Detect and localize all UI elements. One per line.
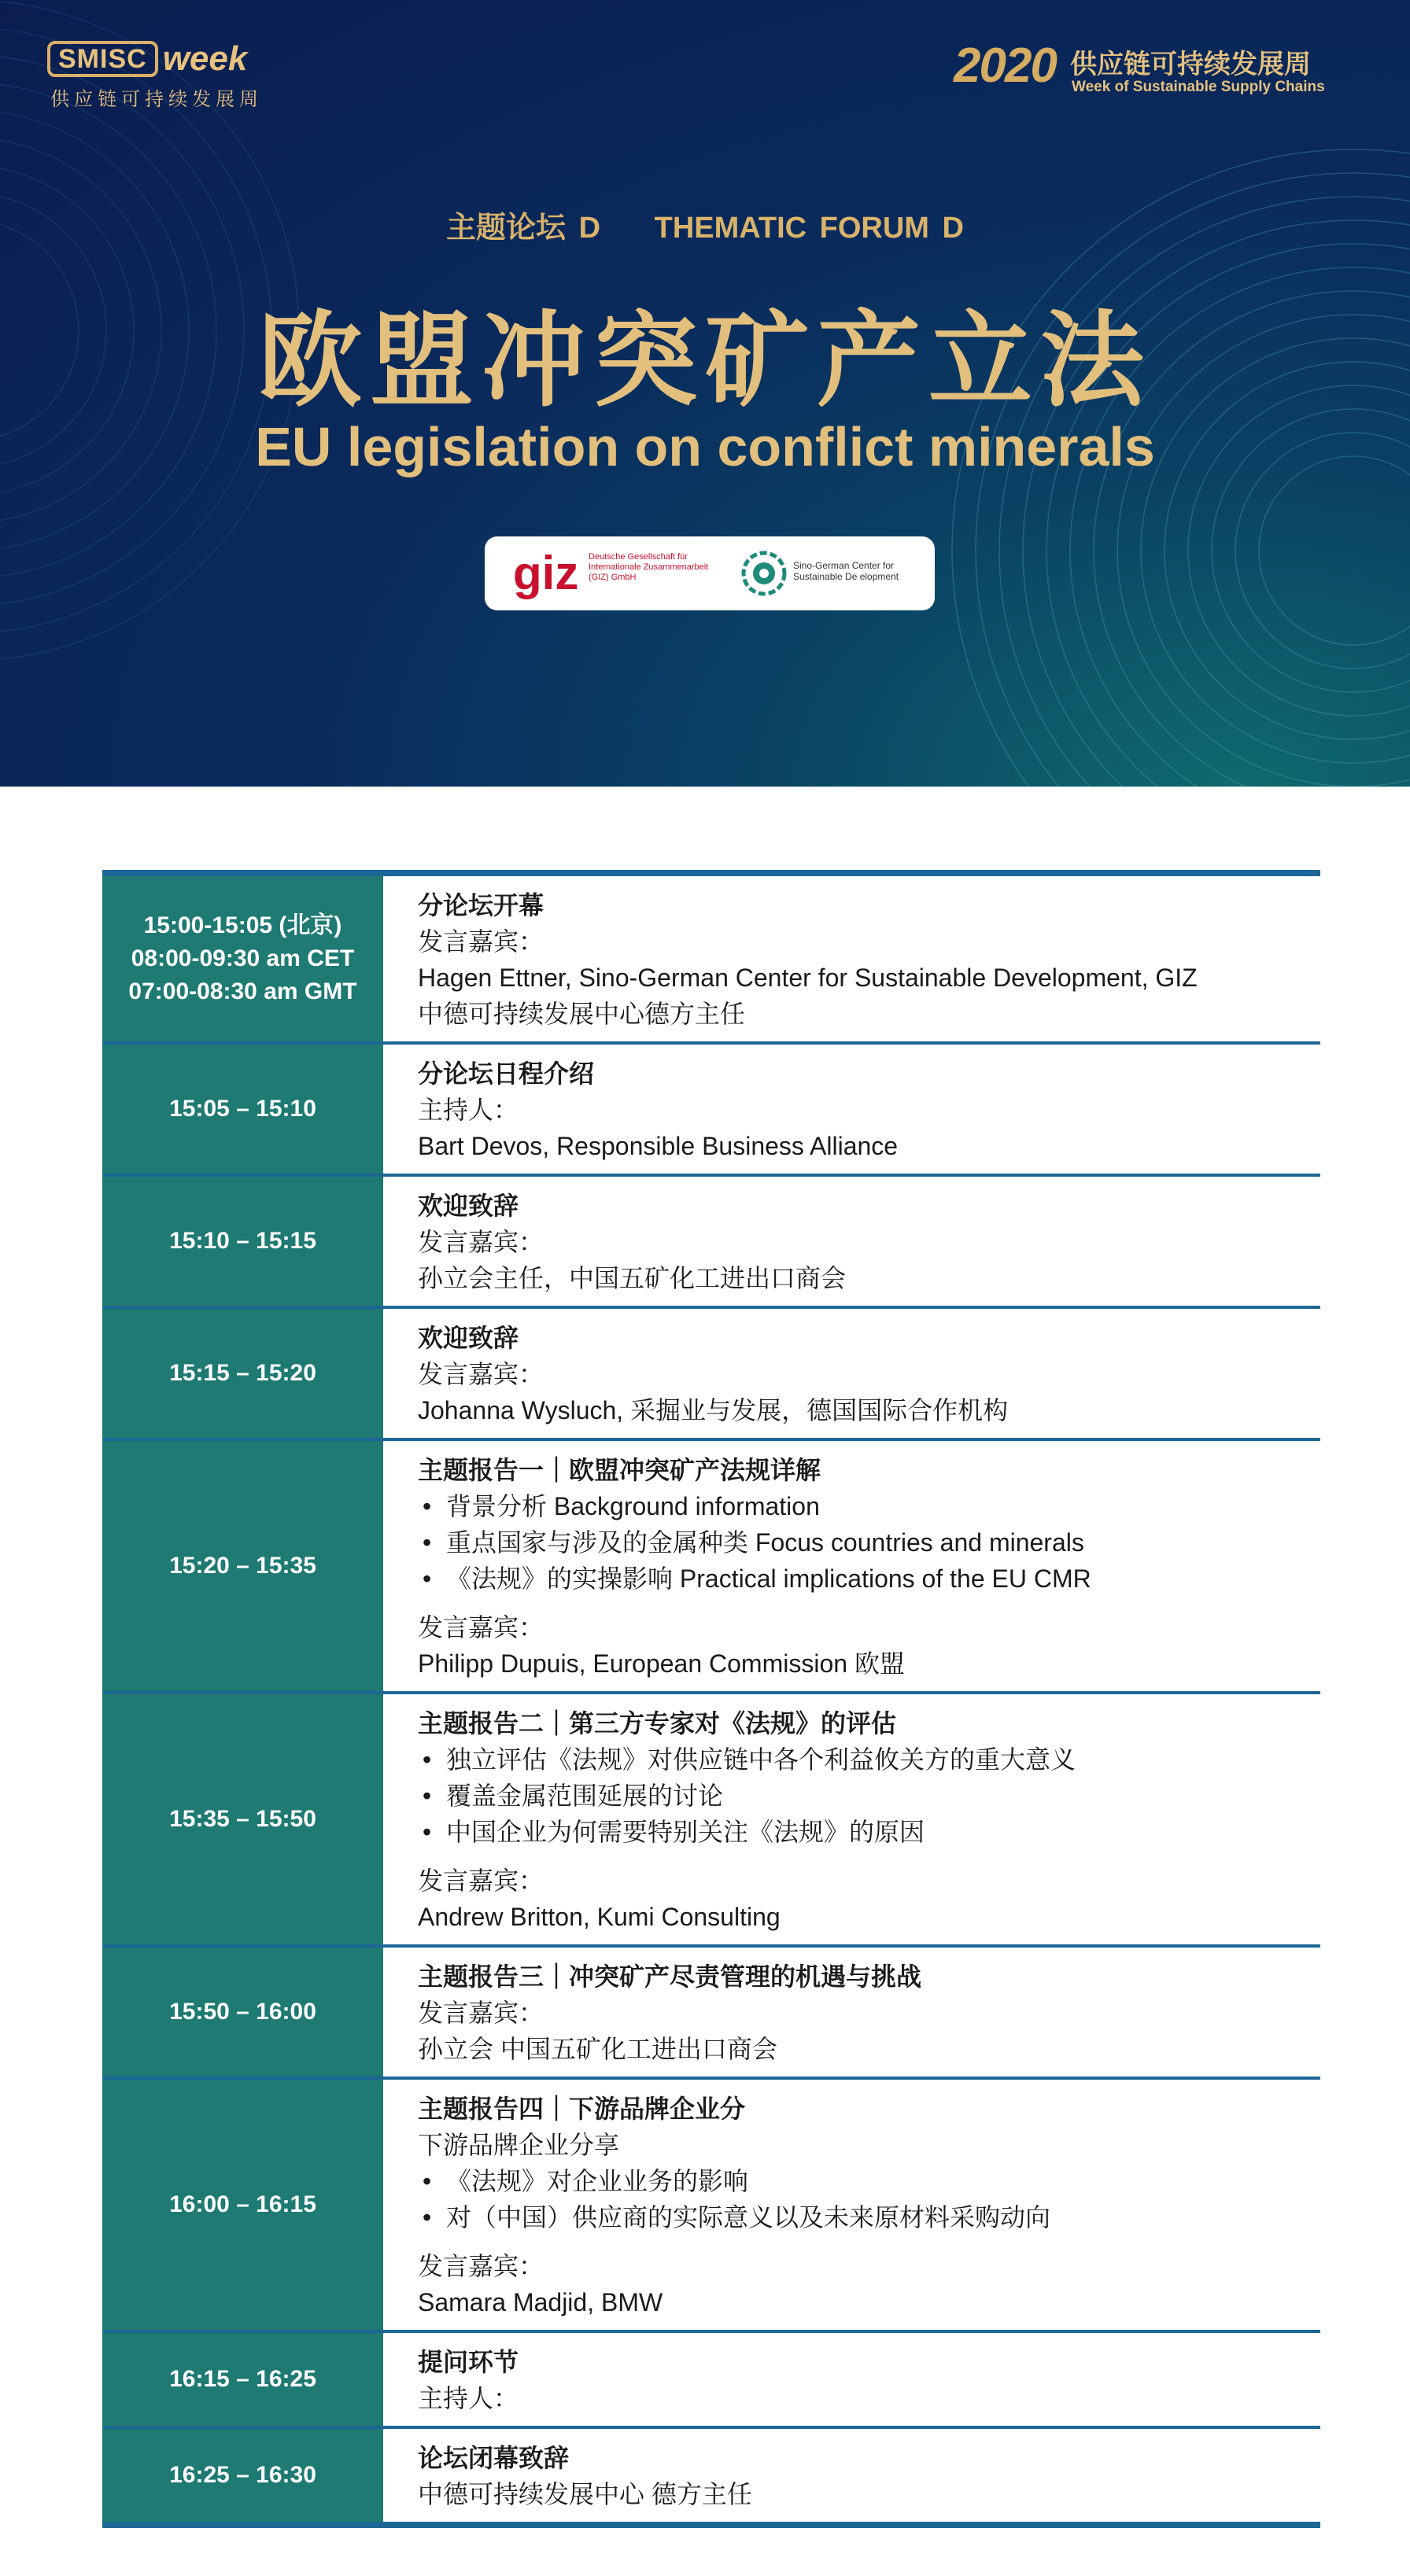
smisc-week-logo [47, 38, 315, 109]
agenda-time-line: 07:00-08:30 am GMT [128, 978, 357, 1004]
agenda-content [383, 2080, 1320, 2330]
agenda-line: 孙立会 中国五矿化工进出口商会 [418, 2035, 777, 2063]
agenda-row [102, 1177, 1320, 1309]
agenda-row [102, 2080, 1320, 2333]
agenda-speaker-line: 发言嘉宾： [418, 1613, 544, 1642]
agenda-time [102, 2080, 383, 2330]
agenda-line: 发言嘉宾： [418, 927, 544, 956]
agenda-row [102, 2429, 1320, 2522]
agenda-time [102, 1045, 383, 1174]
agenda-bullet: • 重点国家与涉及的金属种类 Focus countries and minerals [418, 1524, 1297, 1561]
smisc-logo-week: week [162, 39, 248, 78]
agenda-session-title: 欢迎致辞 [418, 1192, 519, 1220]
agenda-speaker-line: 发言嘉宾： [418, 1867, 544, 1895]
logo-title: 供应链可持续发展周 [1070, 50, 1311, 79]
agenda-session-title: 欢迎致辞 [418, 1324, 519, 1352]
week-2020-logo [954, 38, 1363, 109]
agenda-time-line: 15:50 – 16:00 [169, 1999, 316, 2025]
agenda-line: 中德可持续发展中心 德方主任 [418, 2480, 752, 2508]
agenda-time-line: 08:00-09:30 am CET [131, 945, 355, 971]
agenda-content [383, 1045, 1320, 1174]
agenda-session-title: 分论坛开幕 [418, 891, 544, 919]
forum-label-cn: 主题论坛 D [446, 212, 601, 245]
agenda-time-line: 15:10 – 15:15 [169, 1228, 316, 1254]
agenda-content [383, 1948, 1320, 2077]
agenda-content [383, 1309, 1320, 1438]
agenda-line: 主持人： [418, 1096, 519, 1124]
agenda-session-title: 主题报告一｜欧盟冲突矿产法规详解 [418, 1456, 821, 1484]
agenda-speaker-line: Philipp Dupuis, European Commission 欧盟 [418, 1649, 905, 1678]
agenda-session-title: 提问环节 [418, 2348, 519, 2376]
page-title-en: EU legislation on conflict minerals [255, 416, 1155, 477]
agenda-content [383, 2333, 1320, 2426]
logo-year: 2020 [954, 39, 1056, 93]
hero-banner [0, 0, 1410, 787]
agenda-speaker-line: Samara Madjid, BMW [418, 2288, 663, 2316]
agenda-line: Bart Devos, Responsible Business Alliance [418, 1132, 899, 1160]
agenda-table [102, 870, 1320, 2528]
agenda-content [383, 1441, 1320, 1691]
agenda-time [102, 1694, 383, 1944]
agenda-time-line: 16:15 – 16:25 [169, 2366, 316, 2392]
agenda-time-line: 15:35 – 15:50 [169, 1806, 316, 1832]
agenda-line: 主持人： [418, 2384, 519, 2412]
agenda-session-title: 主题报告二｜第三方专家对《法规》的评估 [418, 1709, 897, 1738]
agenda-session-title: 主题报告三｜冲突矿产尽责管理的机遇与挑战 [418, 1962, 922, 1991]
agenda-bullet: • 《法规》对企业业务的影响 [418, 2163, 1297, 2199]
agenda-row [102, 1948, 1320, 2080]
smisc-logo-box: SMISC [47, 41, 158, 77]
agenda-bullet: • 《法规》的实操影响 Practical implications of the EU CMR [418, 1561, 1297, 1597]
agenda-speaker-line: 发言嘉宾： [418, 2252, 544, 2280]
agenda-line: 中德可持续发展中心德方主任 [418, 1000, 746, 1028]
sino-german-center-logo-icon [741, 551, 787, 596]
agenda-time-line: 15:15 – 15:20 [169, 1360, 316, 1386]
agenda-row [102, 876, 1320, 1045]
agenda-line: 发言嘉宾： [418, 1228, 544, 1256]
logo-subtitle: Week of Sustainable Supply Chains [1072, 79, 1325, 95]
agenda-line: Hagen Ettner, Sino-German Center for Sustainable Development, GIZ [418, 964, 1198, 992]
agenda-row [102, 1309, 1320, 1441]
agenda-session-title: 主题报告四｜下游品牌企业分 [418, 2095, 746, 2123]
forum-label [0, 203, 1410, 246]
agenda-speaker-line: Andrew Britton, Kumi Consulting [418, 1903, 781, 1931]
agenda-content [383, 2429, 1320, 2522]
agenda-time [102, 1948, 383, 2077]
agenda-session-title: 论坛闭幕致辞 [418, 2444, 570, 2472]
forum-label-en: THEMATIC FORUM D [654, 212, 964, 245]
sino-german-center-text: Sino-German Center for Sustainable De elopment [793, 560, 899, 582]
agenda-time-line: 15:20 – 15:35 [169, 1553, 316, 1579]
agenda-line: Johanna Wysluch, 采掘业与发展，德国国际合作机构 [418, 1396, 1009, 1424]
agenda-session-title: 分论坛日程介绍 [418, 1060, 595, 1088]
giz-logo-text: Deutsche Gesellschaft für Internationale Zusammenarbeit (GIZ) GmbH [589, 552, 709, 582]
agenda-time [102, 1441, 383, 1691]
agenda-time [102, 2333, 383, 2426]
agenda-bullet: • 独立评估《法规》对供应链中各个利益攸关方的重大意义 [418, 1741, 1297, 1778]
agenda-time [102, 2429, 383, 2522]
agenda-row [102, 1045, 1320, 1177]
agenda-time-line: 16:00 – 16:15 [169, 2191, 316, 2217]
agenda-line: 孙立会主任，中国五矿化工进出口商会 [418, 1264, 847, 1292]
partner-logos-card [485, 536, 935, 610]
agenda-time-line: 15:00-15:05 (北京) [143, 912, 342, 938]
agenda-time [102, 1177, 383, 1306]
agenda-line: 下游品牌企业分享 [418, 2131, 620, 2159]
agenda-content [383, 1694, 1320, 1944]
page-title-cn: 欧盟冲突矿产立法 [258, 300, 1152, 422]
giz-logo: giz [513, 547, 579, 599]
agenda-content [383, 1177, 1320, 1306]
agenda-bullet: • 对（中国）供应商的实际意义以及未来原材料采购动向 [418, 2199, 1297, 2235]
agenda-content [383, 876, 1320, 1041]
agenda-bullet: • 背景分析 Background information [418, 1488, 1297, 1524]
agenda-row [102, 1694, 1320, 1948]
agenda-row [102, 2333, 1320, 2429]
agenda-time [102, 876, 383, 1041]
agenda-bullet: • 中国企业为何需要特别关注《法规》的原因 [418, 1814, 1297, 1850]
agenda-time-line: 16:25 – 16:30 [169, 2462, 316, 2488]
agenda-bullet: • 覆盖金属范围延展的讨论 [418, 1778, 1297, 1814]
agenda-time [102, 1309, 383, 1438]
agenda-row [102, 1441, 1320, 1694]
agenda-line: 发言嘉宾： [418, 1360, 544, 1388]
agenda-time-line: 15:05 – 15:10 [169, 1096, 316, 1122]
smisc-logo-subtitle: 供应链可持续发展周 [50, 89, 263, 110]
agenda-line: 发言嘉宾： [418, 1999, 544, 2027]
